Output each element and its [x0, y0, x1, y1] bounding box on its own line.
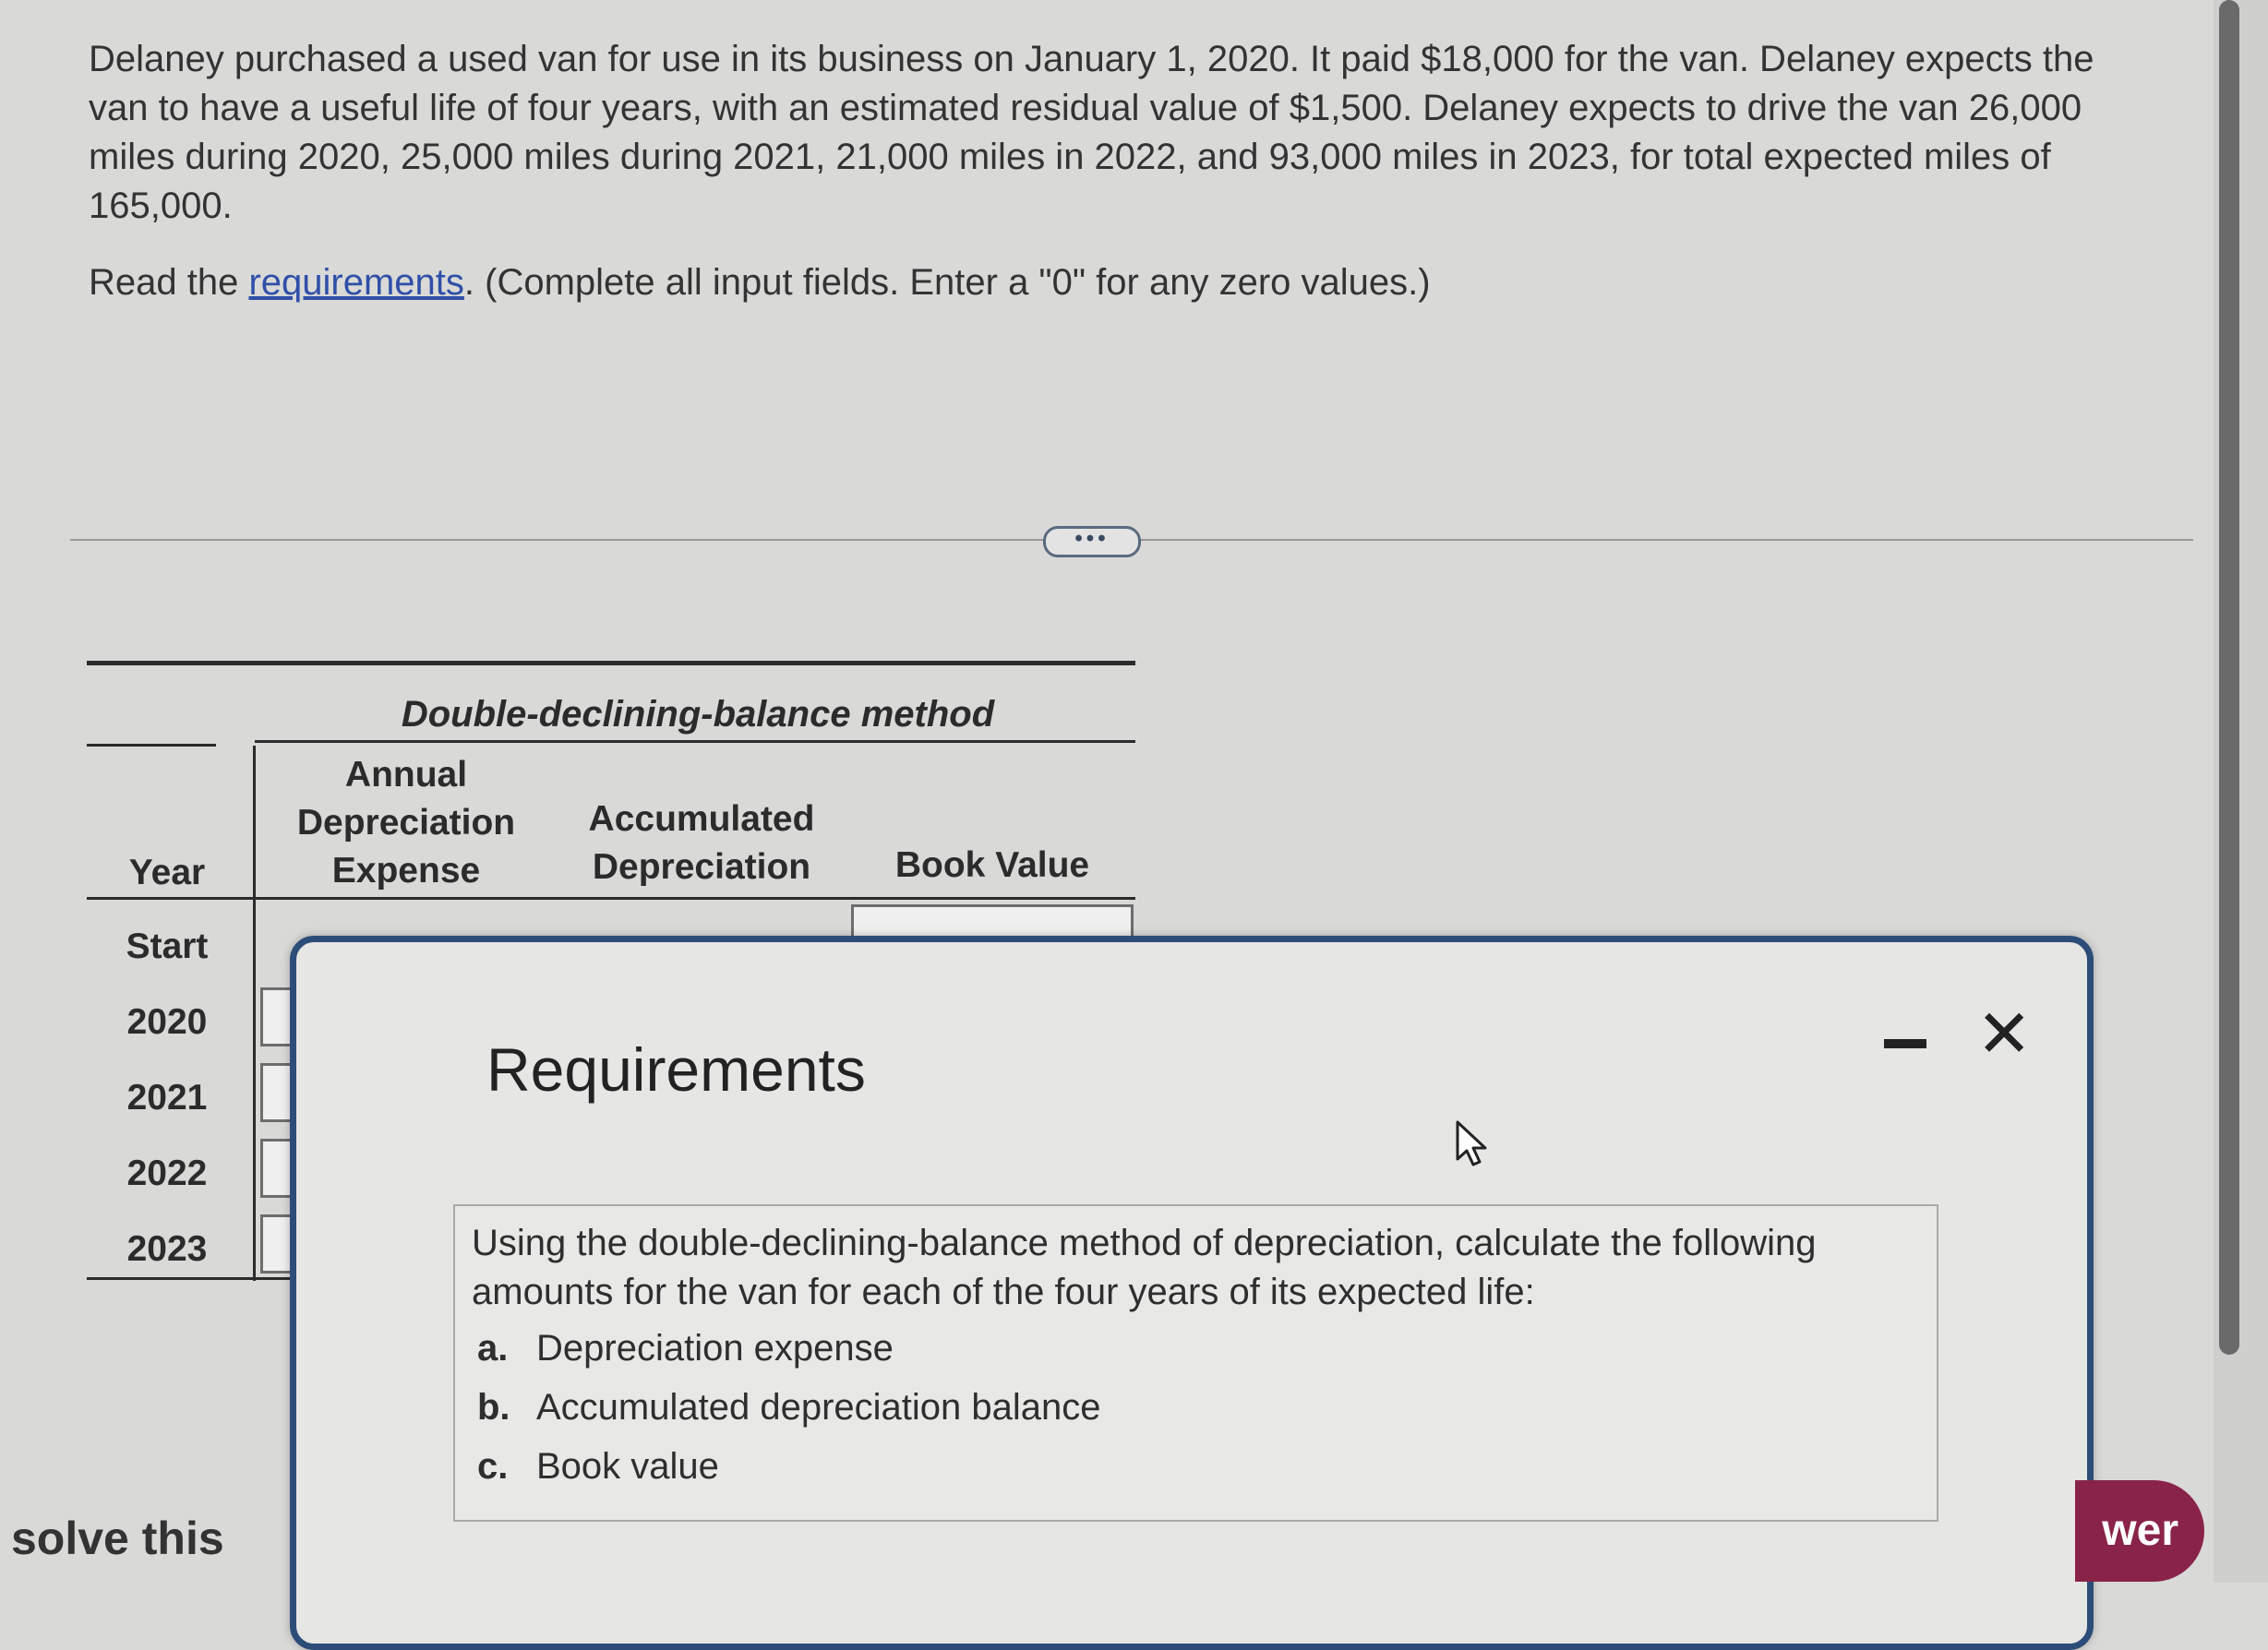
requirements-link[interactable]: requirements: [248, 262, 464, 303]
header-annual-line2: Depreciation: [296, 803, 516, 843]
minimize-button[interactable]: [1884, 1021, 1926, 1063]
row-label-2022: 2022: [126, 1154, 208, 1193]
method-underline: [255, 740, 1135, 743]
header-year: Year: [128, 853, 206, 892]
item-letter: a.: [477, 1328, 509, 1369]
requirement-item-c: [477, 1446, 719, 1488]
row-label-2020: 2020: [126, 1002, 208, 1042]
header-annual-line1: Annual: [344, 755, 468, 795]
requirements-dialog: [290, 936, 2094, 1650]
dialog-title: Requirements: [486, 1035, 866, 1104]
row-label-start: Start: [126, 927, 209, 966]
close-button[interactable]: ✕: [1976, 998, 2033, 1071]
item-text: Depreciation expense: [536, 1328, 894, 1369]
more-options-button[interactable]: •••: [1043, 526, 1141, 557]
solve-this-label: solve this: [11, 1512, 224, 1564]
requirements-box: [453, 1204, 1938, 1522]
requirements-intro: Using the double-declining-balance method of depreciation, calculate the following amounts for the van for each of the four years of its expected life:: [472, 1223, 1817, 1312]
problem-statement: Delaney purchased a used van for use in its business on January 1, 2020. It paid $18,000 for the van. Delaney expects the van to have a useful life of four years, with an estimated residual value of $1,500. Delaney expects to drive the van 26,000 miles during 2020, 25,000 miles during 2021, 21,000 miles in 2022, and 93,000 miles in 2023, for total expected miles of 165,000.: [89, 39, 2094, 226]
table-top-rule: [87, 661, 1135, 665]
mouse-pointer-icon: [1454, 1118, 1491, 1170]
rule: [87, 744, 216, 747]
table-bottom-rule: [87, 1277, 290, 1280]
instruction-suffix: . (Complete all input fields. Enter a "0" for any zero values.): [463, 262, 1431, 303]
instruction-line: [89, 262, 1431, 304]
row-label-2023: 2023: [126, 1229, 208, 1269]
header-rule: [87, 897, 1135, 900]
scrollbar-thumb[interactable]: [2219, 0, 2239, 1355]
answer-button[interactable]: wer: [2075, 1480, 2204, 1582]
row-label-2021: 2021: [126, 1078, 208, 1118]
year-column-divider: [253, 746, 256, 1281]
header-accumulated-line2: Depreciation: [592, 847, 811, 887]
item-letter: b.: [477, 1387, 510, 1428]
item-text: Book value: [536, 1446, 719, 1487]
header-book-value: Book Value: [894, 845, 1090, 885]
requirement-item-a: [477, 1328, 894, 1369]
method-title: Double-declining-balance method: [401, 694, 995, 735]
header-accumulated-line1: Accumulated: [588, 799, 815, 839]
requirement-item-b: [477, 1387, 1101, 1429]
header-annual-line3: Expense: [331, 851, 481, 891]
instruction-prefix: Read the: [89, 262, 249, 303]
item-text: Accumulated depreciation balance: [536, 1387, 1101, 1428]
item-letter: c.: [477, 1446, 509, 1487]
